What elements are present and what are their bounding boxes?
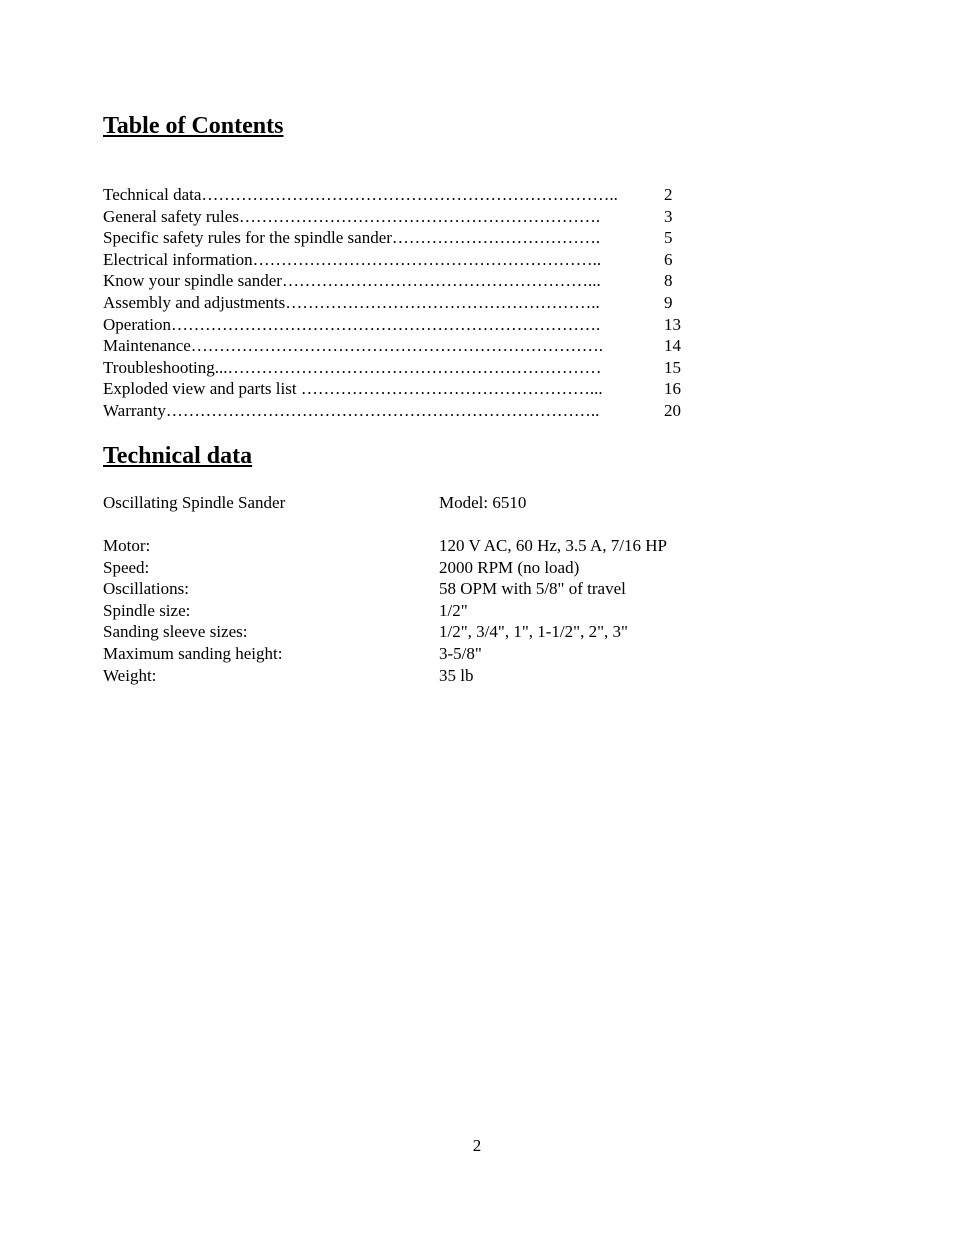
- spec-label: Oscillations:: [103, 579, 189, 599]
- toc-entry: [103, 249, 693, 271]
- spec-value: 1/2", 3/4", 1", 1-1/2", 2", 3": [439, 622, 628, 642]
- toc-entry: [103, 227, 693, 249]
- spec-label: Speed:: [103, 557, 150, 577]
- toc-entry: [103, 184, 693, 206]
- toc-entry-title: General safety rules……………………………………………………….: [103, 206, 601, 226]
- toc-entry-page: 3: [664, 206, 673, 226]
- toc-entry-title: Exploded view and parts list ……………………………………………...: [103, 379, 603, 399]
- spec-value: 2000 RPM (no load): [439, 557, 580, 577]
- spec-row: [103, 621, 803, 643]
- spec-label: Sanding sleeve sizes:: [103, 622, 248, 642]
- technical-data-heading: Technical data: [103, 443, 253, 469]
- spec-value: 1/2": [439, 600, 468, 620]
- toc-entry: [103, 270, 693, 292]
- toc-entry-page: 5: [664, 228, 673, 248]
- toc-entry-page: 2: [664, 185, 673, 204]
- spec-value: 3-5/8": [439, 643, 482, 663]
- toc-entry: [103, 292, 693, 314]
- toc-entry-title: Operation………………………………………………………………….: [103, 314, 601, 334]
- toc-entry: [103, 400, 693, 422]
- product-header: [103, 492, 803, 514]
- toc-entry-title: Warranty…………………………………………………………………..: [103, 400, 600, 420]
- spec-row: [103, 578, 803, 600]
- toc-entry-page: 14: [664, 336, 681, 356]
- toc-entry-title: Electrical information……………………………………………………..: [103, 249, 602, 269]
- toc-entry-page: 13: [664, 314, 681, 334]
- toc-entry-page: 20: [664, 400, 681, 420]
- toc-entry-page: 8: [664, 271, 673, 291]
- table-of-contents: [103, 184, 693, 422]
- product-name: Oscillating Spindle Sander: [103, 493, 286, 512]
- toc-entry-title: Assembly and adjustments………………………………………………..: [103, 292, 600, 312]
- spec-label: Motor:: [103, 536, 151, 555]
- spec-label: Spindle size:: [103, 600, 191, 620]
- toc-entry-title: Maintenance……………………………………………………………….: [103, 336, 604, 356]
- toc-entry-page: 15: [664, 357, 681, 377]
- spec-label: Weight:: [103, 665, 157, 685]
- toc-entry-page: 9: [664, 292, 673, 312]
- spec-row: [103, 643, 803, 665]
- spec-value: 58 OPM with 5/8" of travel: [439, 579, 626, 599]
- spec-row: [103, 600, 803, 622]
- toc-entry-title: Technical data………………………………………………………………..: [103, 185, 618, 204]
- page-number: 2: [472, 1136, 482, 1155]
- toc-entry-title: Specific safety rules for the spindle sander……………………………….: [103, 228, 601, 248]
- toc-entry: [103, 378, 693, 400]
- spec-value: 120 V AC, 60 Hz, 3.5 A, 7/16 HP: [439, 536, 667, 555]
- toc-entry: [103, 335, 693, 357]
- toc-entry-page: 6: [664, 249, 673, 269]
- model-number: Model: 6510: [439, 493, 527, 512]
- toc-entry: [103, 314, 693, 336]
- toc-entry: [103, 206, 693, 228]
- toc-entry-title: Troubleshooting...…………………………………………………………: [103, 357, 602, 377]
- spec-row: [103, 557, 803, 579]
- spec-label: Maximum sanding height:: [103, 643, 283, 663]
- toc-heading: Table of Contents: [103, 113, 284, 139]
- spec-row: [103, 535, 803, 557]
- spec-row: [103, 665, 803, 687]
- document-page: [103, 0, 863, 1235]
- toc-entry-page: 16: [664, 379, 681, 399]
- toc-entry: [103, 357, 693, 379]
- toc-entry-title: Know your spindle sander………………………………………………...: [103, 271, 601, 291]
- spec-table: [103, 535, 803, 686]
- spec-value: 35 lb: [439, 665, 474, 685]
